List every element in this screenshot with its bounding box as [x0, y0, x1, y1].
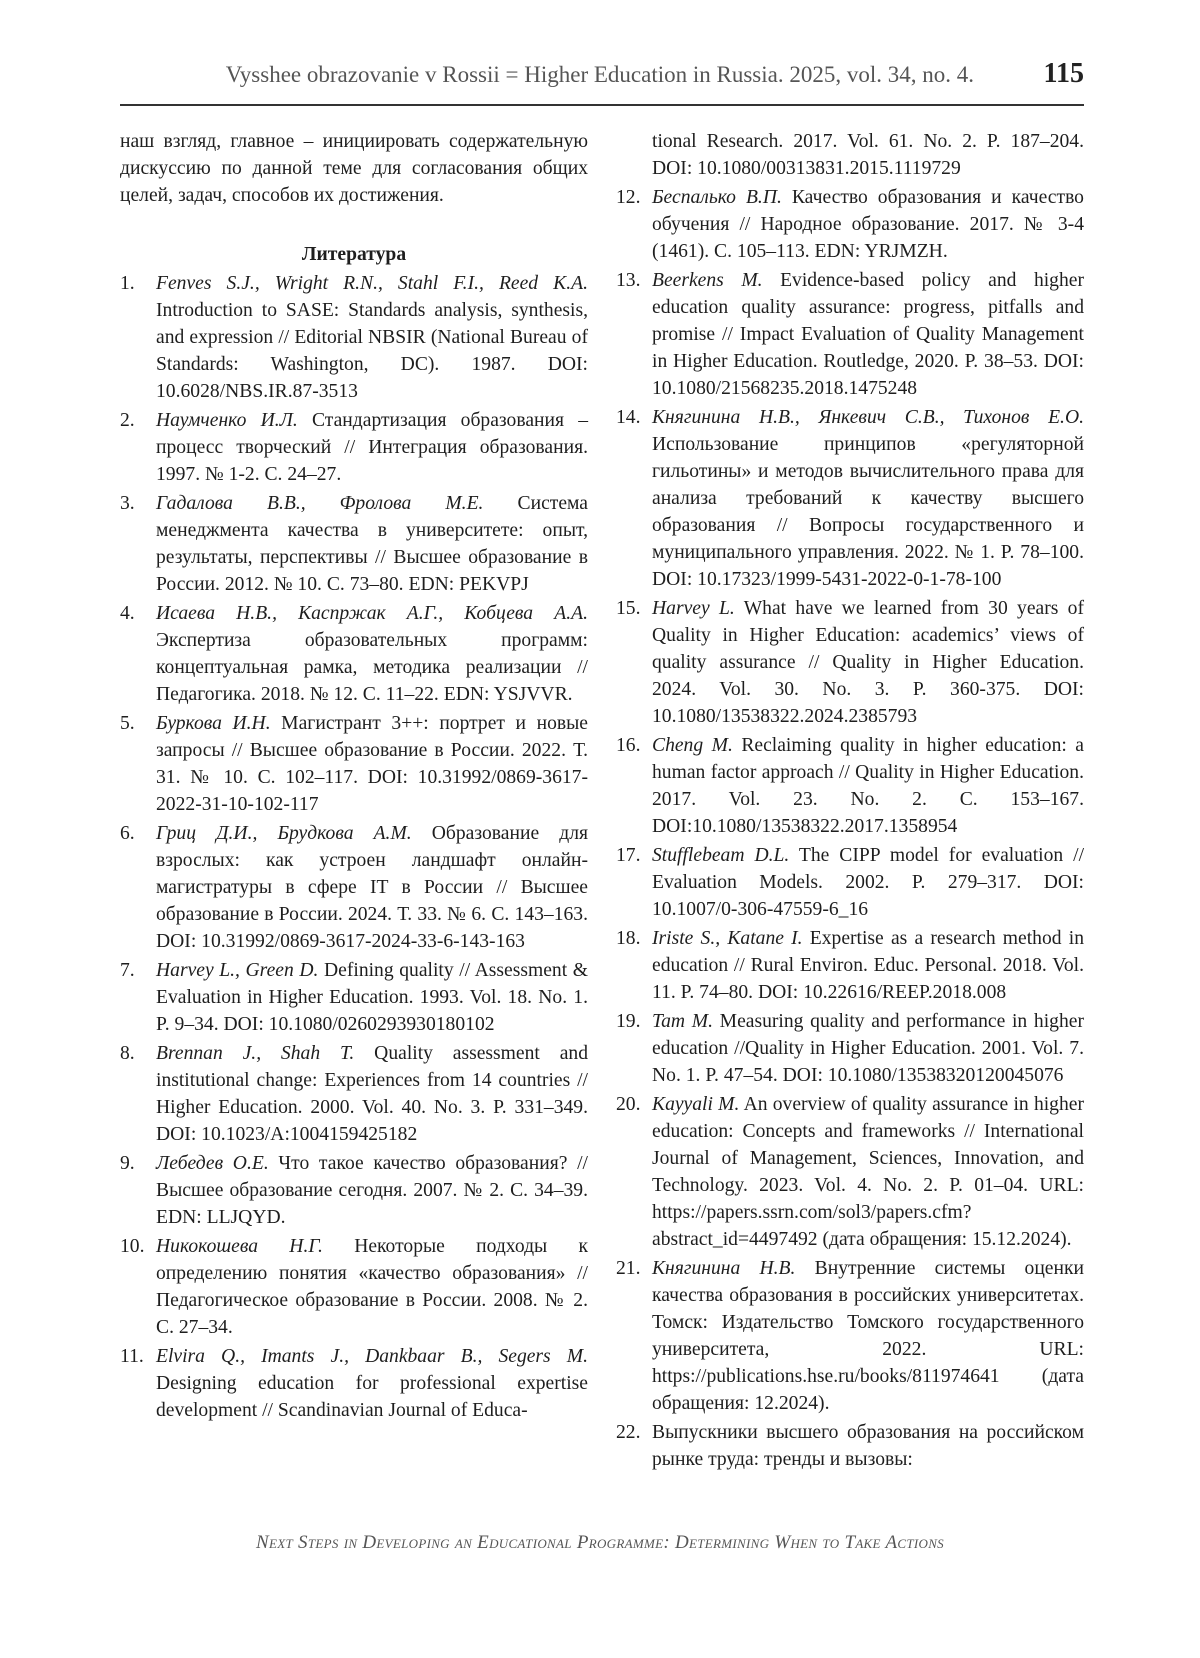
reference-text: Expertise as a research method in education // Rural Environ. Educ. Personal. 2018. Vol. 11. P. 74–80. DOI: 10.22616/REEP.2018.008 [652, 928, 1085, 1003]
reference-number: 20. [616, 1094, 641, 1115]
reference-authors: Harvey L. [652, 598, 735, 619]
reference-authors: Iriste S., Katane I. [652, 928, 803, 949]
reference-text: Некоторые подходы к определению понятия «качество образования» // Педагогическое образование в России. 2008. № 2. С. 27–34. [156, 1236, 588, 1338]
reference-number: 3. [120, 493, 135, 514]
reference-authors: Никокошева Н.Г. [156, 1236, 323, 1257]
journal-title: Vysshee obrazovanie v Rossii = Higher Education in Russia. 2025, vol. 34, no. 4. [225, 62, 974, 87]
reference-authors: Kayyali M. [652, 1094, 740, 1115]
reference-item [120, 710, 588, 818]
reference-item [120, 1343, 588, 1424]
running-header [120, 56, 1084, 100]
reference-text: Reclaiming quality in higher education: a human factor approach // Quality in Higher Education. 2017. Vol. 23. No. 2. С. 153–167. DOI:10.1080/13538322.2017.1358954 [652, 735, 1084, 837]
reference-text: Выпускники высшего образования на российском рынке труда: тренды и вызовы: [652, 1422, 1084, 1470]
reference-item [120, 490, 588, 598]
reference-item [616, 1091, 1084, 1253]
reference-text: The CIPP model for evaluation // Evaluation Models. 2002. P. 279–317. DOI: 10.1007/0-306-47559-6_16 [652, 845, 1085, 920]
reference-item [616, 1008, 1084, 1089]
reference-text: Магистрант 3++: портрет и новые запросы // Высшее образование в России. 2022. Т. 31. № 10. С. 102–117. DOI: 10.31992/0869-3617-2022-31-10-102-117 [156, 713, 588, 815]
reference-authors: Tam M. [652, 1011, 713, 1032]
reference-authors: Гадалова В.В., Фролова М.Е. [156, 493, 484, 514]
reference-item [120, 407, 588, 488]
reference-number: 7. [120, 960, 135, 981]
reference-text: Measuring quality and performance in higher education //Quality in Higher Education. 2001. Vol. 7. No. 1. P. 47–54. DOI: 10.1080/13538320120045076 [652, 1011, 1084, 1086]
reference-authors: Лебедев О.Е. [156, 1153, 269, 1174]
references-list-left [120, 270, 588, 1424]
reference-item [120, 820, 588, 955]
reference-text: Designing education for professional expertise development // Scandinavian Journal of Educa- [156, 1373, 588, 1421]
left-column [120, 128, 588, 1426]
reference-text: Внутренние системы оценки качества образования в российских университетах. Томск: Издательство Томского государственного университета, 2022. URL: https://publications.hse.ru/books/811974641 (дата обращения: 12.2024). [652, 1258, 1084, 1414]
right-column [616, 128, 1084, 1475]
reference-number: 15. [616, 598, 641, 619]
reference-number: 13. [616, 270, 641, 291]
intro-paragraph: наш взгляд, главное – инициировать содержательную дискуссию по данной теме для согласования общих целей, задач, способов их достижения. [120, 131, 588, 206]
reference-number: 21. [616, 1258, 641, 1279]
reference-11-continuation: tional Research. 2017. Vol. 61. No. 2. P. 187–204. DOI: 10.1080/00313831.2015.1119729 [652, 131, 1084, 179]
reference-text: Использование принципов «регуляторной гильотины» и методов вычислительного права для анализа требований к качеству высшего образования // Вопросы государственного и муниципального управления. 2022. № 1. P. 78–100. DOI: 10.17323/1999-5431-2022-0-1-78-100 [652, 434, 1084, 590]
reference-authors: Beerkens M. [652, 270, 763, 291]
reference-authors: Княгинина Н.В., Янкевич С.В., Тихонов Е.О. [652, 407, 1084, 428]
page-number: 115 [1043, 58, 1084, 89]
reference-authors: Беспалько В.П. [652, 187, 782, 208]
reference-item [120, 270, 588, 405]
reference-item [120, 1233, 588, 1341]
reference-text: Introduction to SASE: Standards analysis, synthesis, and expression // Editorial NBSIR (National Bureau of Standards: Washington, DC). 1987. DOI: 10.6028/NBS.IR.87-3513 [156, 300, 588, 402]
references-heading: Литература [301, 244, 407, 265]
reference-number: 16. [616, 735, 641, 756]
reference-number: 5. [120, 713, 135, 734]
reference-authors: Brennan J., Shah T. [156, 1043, 355, 1064]
reference-item [616, 595, 1084, 730]
reference-text: Defining quality // Assessment & Evaluation in Higher Education. 1993. Vol. 18. No. 1. P. 9–34. DOI: 10.1080/0260293930180102 [156, 960, 588, 1035]
reference-authors: Elvira Q., Imants J., Dankbaar B., Segers M. [156, 1346, 588, 1367]
reference-item [616, 732, 1084, 840]
reference-number: 4. [120, 603, 135, 624]
reference-number: 8. [120, 1043, 135, 1064]
reference-authors: Княгинина Н.В. [652, 1258, 796, 1279]
reference-text: Экспертиза образовательных программ: концептуальная рамка, методика реализации // Педагогика. 2018. № 12. С. 11–22. EDN: YSJVVR. [156, 630, 588, 705]
reference-authors: Гриц Д.И., Брудкова А.М. [156, 823, 412, 844]
reference-item [616, 267, 1084, 402]
reference-item [120, 600, 588, 708]
reference-number: 17. [616, 845, 641, 866]
running-footer: Next Steps in Developing an Educational Programme: Determining When to Take Actions [256, 1532, 944, 1553]
reference-number: 6. [120, 823, 135, 844]
reference-number: 12. [616, 187, 641, 208]
reference-number: 22. [616, 1422, 641, 1443]
reference-number: 1. [120, 273, 135, 294]
reference-text: Система менеджмента качества в университете: опыт, результаты, перспективы // Высшее образование в России. 2012. № 10. С. 73–80. EDN: PEKVPJ [156, 493, 589, 595]
reference-number: 14. [616, 407, 641, 428]
reference-item [616, 1419, 1084, 1473]
references-list-right [616, 184, 1084, 1473]
reference-text: Quality assessment and institutional change: Experiences from 14 countries // Higher Education. 2000. Vol. 40. No. 3. P. 331–349. DOI: 10.1023/A:1004159425182 [156, 1043, 588, 1145]
reference-authors: Буркова И.Н. [156, 713, 271, 734]
reference-item [616, 925, 1084, 1006]
reference-item [120, 1040, 588, 1148]
reference-authors: Stufflebeam D.L. [652, 845, 790, 866]
reference-text: Стандартизация образования – процесс творческий // Интеграция образования. 1997. № 1-2. С. 24–27. [156, 410, 589, 485]
reference-authors: Harvey L., Green D. [156, 960, 319, 981]
reference-number: 10. [120, 1236, 145, 1257]
reference-number: 2. [120, 410, 135, 431]
reference-item [120, 957, 588, 1038]
reference-authors: Cheng M. [652, 735, 733, 756]
reference-item [616, 404, 1084, 593]
reference-item [616, 1255, 1084, 1417]
reference-number: 9. [120, 1153, 135, 1174]
reference-text: Evidence-based policy and higher education quality assurance: progress, pitfalls and promise // Impact Evaluation of Quality Management in Higher Education. Routledge, 2020. P. 38–53. DOI: 10.1080/21568235.2018.1475248 [652, 270, 1084, 399]
reference-text: An overview of quality assurance in higher education: Concepts and frameworks // International Journal of Management, Sciences, Innovation, and Technology. 2023. Vol. 4. No. 2. P. 01–04. URL: https://papers.ssrn.com/sol3/papers.cfm?abstract_id=4497492 (дата обращения: 15.12.2024). [652, 1094, 1084, 1250]
header-divider [120, 104, 1084, 106]
reference-text: Что такое качество образования? // Высшее образование сегодня. 2007. № 2. С. 34–39. EDN: LLJQYD. [156, 1153, 588, 1228]
reference-item [120, 1150, 588, 1231]
reference-item [616, 184, 1084, 265]
reference-number: 11. [120, 1346, 144, 1367]
reference-text: What have we learned from 30 years of Quality in Higher Education: academics’ views of quality assurance // Quality in Higher Education. 2024. Vol. 30. No. 3. P. 360-375. DOI: 10.1080/13538322.2024.2385793 [652, 598, 1084, 727]
reference-item [616, 842, 1084, 923]
reference-text: Качество образования и качество обучения // Народное образование. 2017. № 3-4 (1461). С. 105–113. EDN: YRJMZH. [652, 187, 1084, 262]
reference-number: 19. [616, 1011, 641, 1032]
reference-text: Образование для взрослых: как устроен ландшафт онлайн-магистратуры в сфере IT в России // Высшее образование в России. 2024. Т. 33. № 6. С. 143–163. DOI: 10.31992/0869-3617-2024-33-6-143-163 [156, 823, 588, 952]
reference-number: 18. [616, 928, 641, 949]
reference-authors: Наумченко И.Л. [156, 410, 298, 431]
reference-authors: Fenves S.J., Wright R.N., Stahl F.I., Reed K.A. [156, 273, 588, 294]
reference-authors: Исаева Н.В., Каспржак А.Г., Кобцева А.А. [156, 603, 588, 624]
